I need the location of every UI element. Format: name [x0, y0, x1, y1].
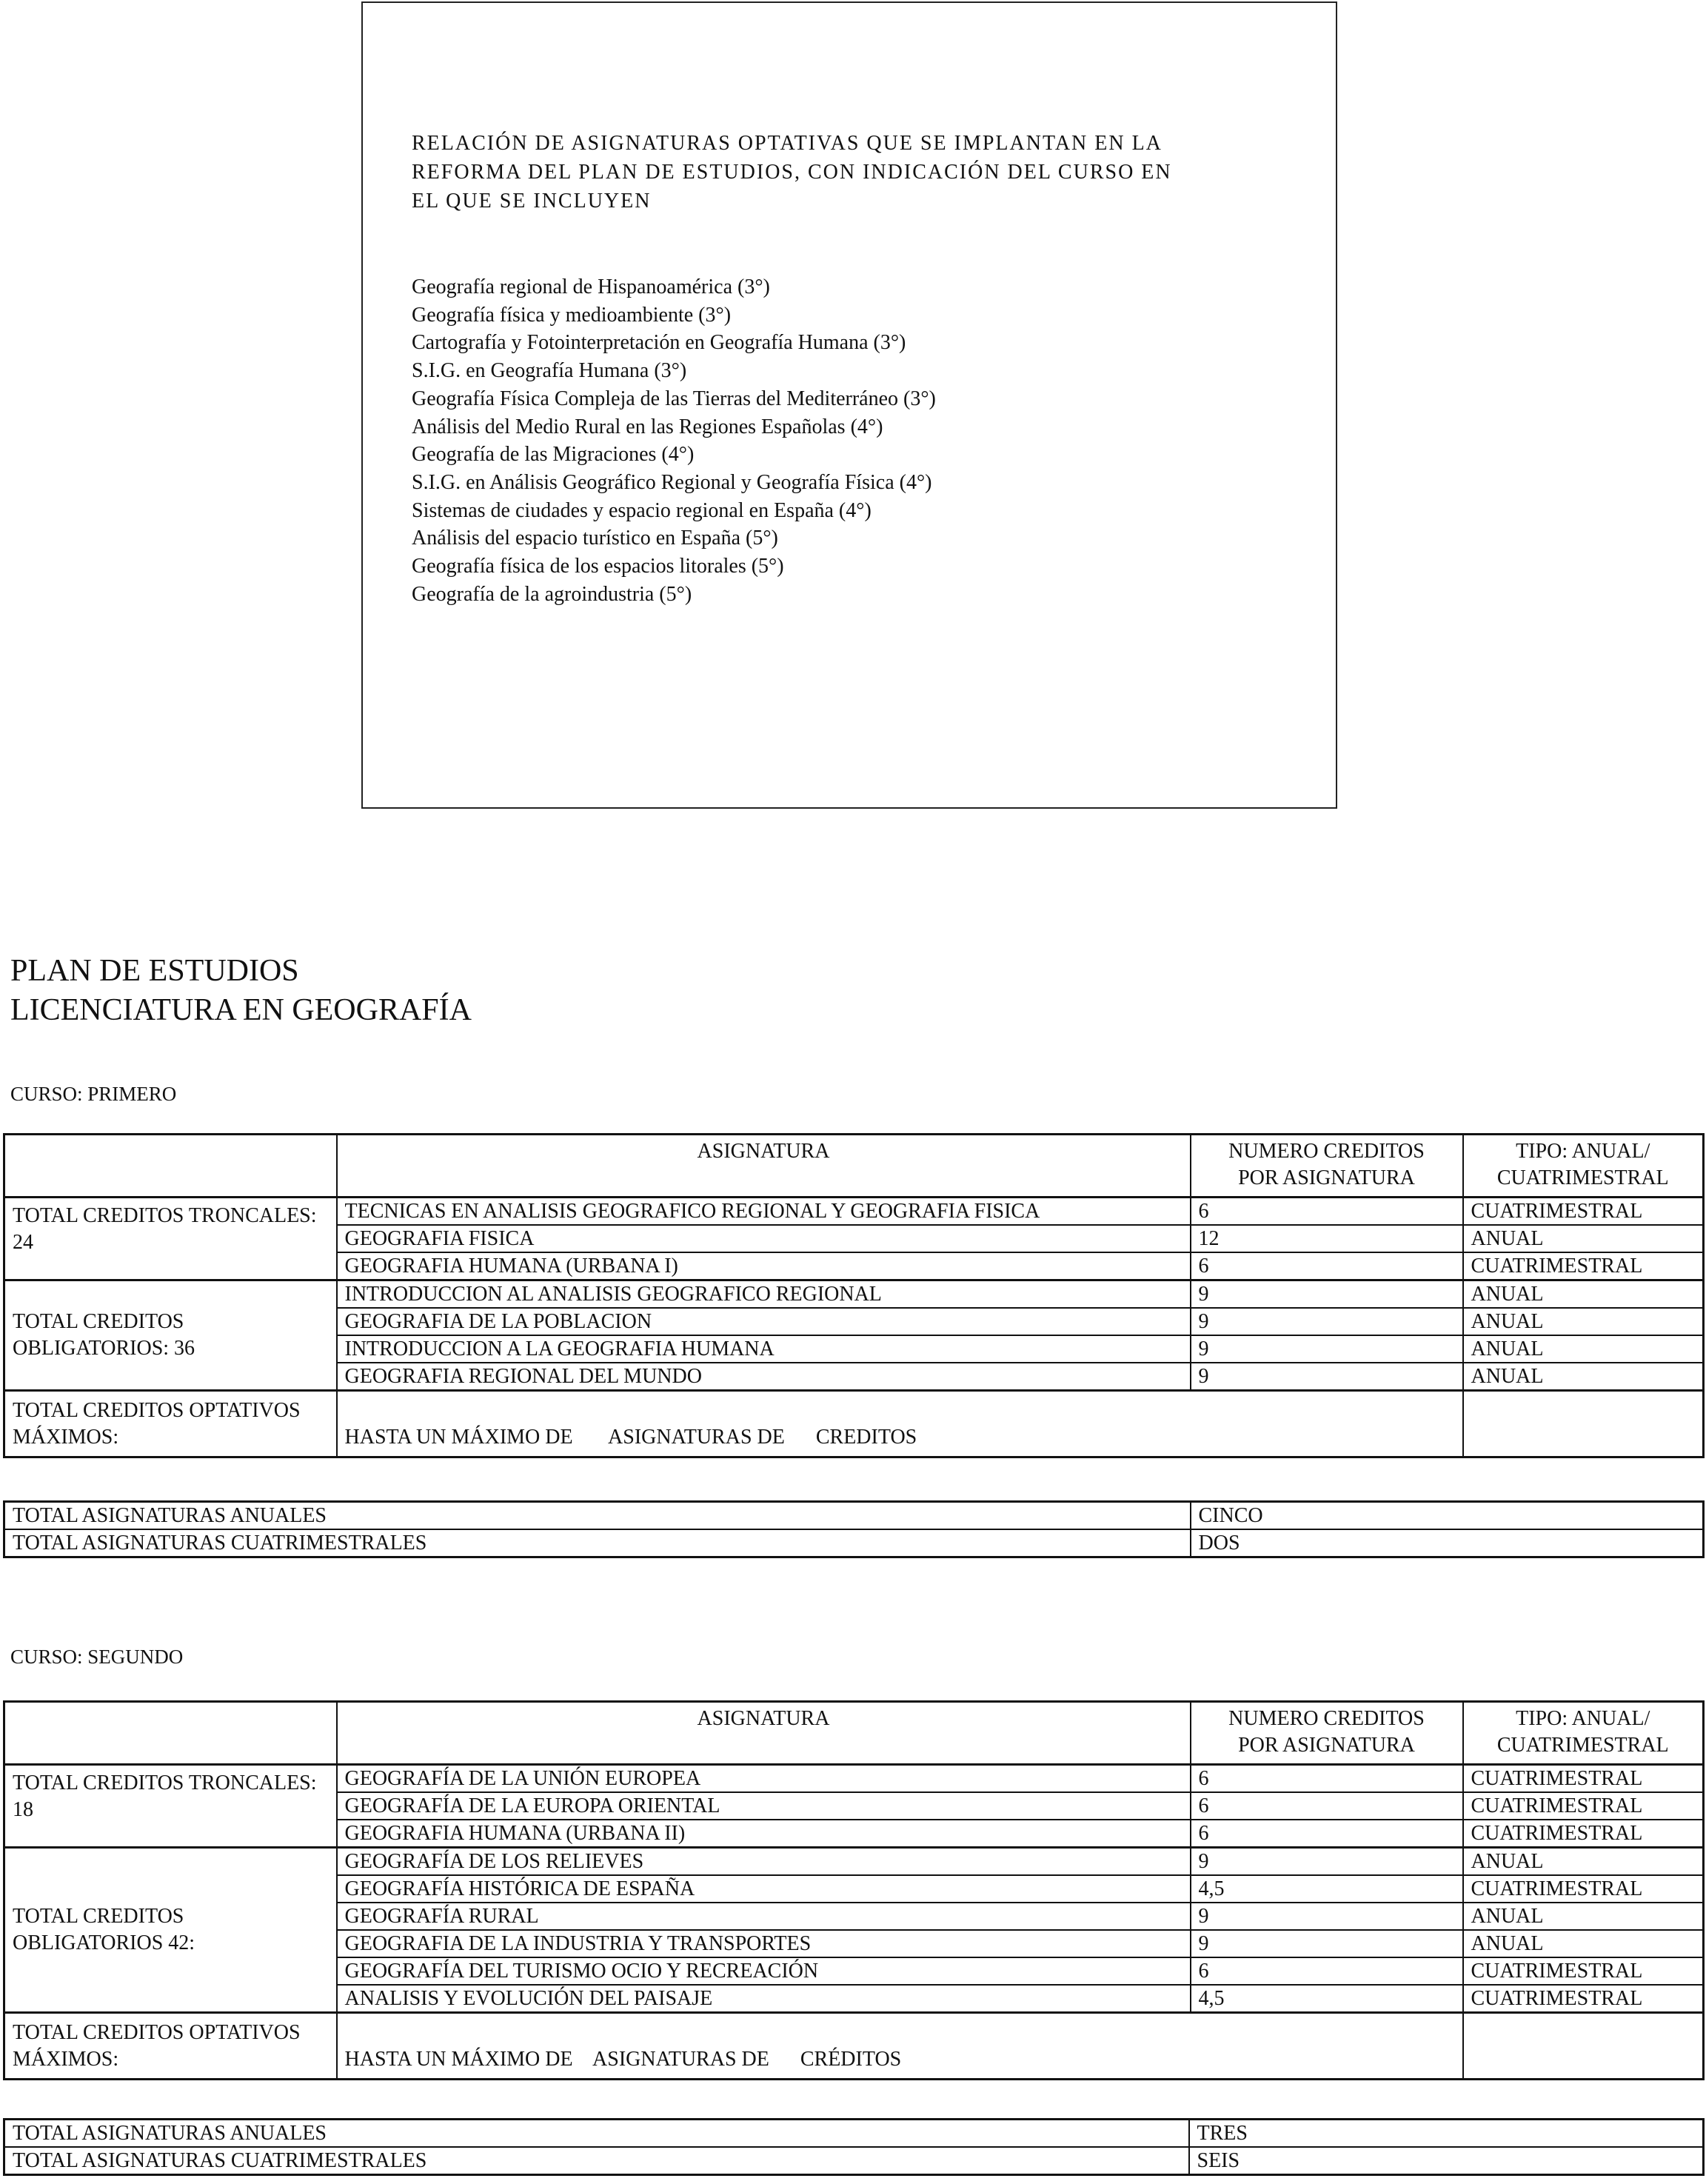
header-empty-cell [4, 1135, 337, 1198]
asignatura-cell: GEOGRAFÍA DE LOS RELIEVES [337, 1848, 1191, 1876]
list-item: Análisis del espacio turístico en España (5°) [412, 527, 778, 550]
header-creditos [1191, 1702, 1463, 1765]
optativos-text: HASTA UN MÁXIMO DE ASIGNATURAS DE CREDITOS [337, 1391, 1463, 1457]
creditos-cell: 4,5 [1191, 1985, 1463, 2013]
optativas-list [412, 273, 936, 608]
total-value: CINCO [1191, 1502, 1704, 1530]
asignatura-cell: GEOGRAFÍA HISTÓRICA DE ESPAÑA [337, 1875, 1191, 1903]
optativos-label: TOTAL CREDITOS OPTATIVOS MÁXIMOS: [4, 2013, 337, 2080]
table-row [4, 1765, 1704, 1793]
curso-segundo-label: CURSO: SEGUNDO [10, 1646, 184, 1668]
header-tipo [1463, 1135, 1704, 1198]
asignatura-cell: GEOGRAFIA HUMANA (URBANA II) [337, 1820, 1191, 1848]
table-row [4, 1280, 1704, 1309]
optativos-label: TOTAL CREDITOS OPTATIVOS MÁXIMOS: [4, 1391, 337, 1457]
optativos-tipo-empty [1463, 2013, 1704, 2080]
header-tipo-line2: CUATRIMESTRAL [1496, 1166, 1669, 1189]
list-item: Cartografía y Fotointerpretación en Geografía Humana (3°) [412, 331, 906, 355]
table-row [4, 2147, 1704, 2175]
creditos-cell: 6 [1191, 1252, 1463, 1280]
header-empty-cell [4, 1702, 337, 1765]
asignatura-cell: GEOGRAFIA DE LA INDUSTRIA Y TRANSPORTES [337, 1930, 1191, 1957]
optativas-title [412, 129, 1300, 216]
creditos-cell: 12 [1191, 1225, 1463, 1252]
total-label: TOTAL ASIGNATURAS ANUALES [4, 1502, 1191, 1530]
asignatura-cell: TECNICAS EN ANALISIS GEOGRAFICO REGIONAL Y GEOGRAFIA FISICA [337, 1198, 1191, 1226]
obligatorios-label: TOTAL CREDITOS OBLIGATORIOS 42: [4, 1848, 337, 2013]
list-item: Geografía de la agroindustria (5°) [412, 582, 692, 606]
tipo-cell: CUATRIMESTRAL [1463, 1198, 1704, 1226]
curso-primero-totales [3, 1500, 1705, 1558]
curso-primero-table [3, 1133, 1705, 1458]
table-row [4, 1502, 1704, 1530]
table-row [4, 1198, 1704, 1226]
tipo-cell: CUATRIMESTRAL [1463, 1957, 1704, 1985]
creditos-cell: 6 [1191, 1792, 1463, 1820]
optativas-title-line: RELACIÓN DE ASIGNATURAS OPTATIVAS QUE SE IMPLANTAN EN LA [412, 132, 1163, 155]
curso-segundo-table [3, 1700, 1705, 2080]
curso-primero-label: CURSO: PRIMERO [10, 1083, 177, 1105]
table-row [4, 1848, 1704, 1876]
tipo-cell: ANUAL [1463, 1280, 1704, 1309]
list-item: Geografía física y medioambiente (3°) [412, 303, 732, 327]
creditos-cell: 6 [1191, 1765, 1463, 1793]
asignatura-cell: GEOGRAFÍA DEL TURISMO OCIO Y RECREACIÓN [337, 1957, 1191, 1985]
header-creditos-line1: NUMERO CREDITOS [1228, 1140, 1425, 1163]
list-item: Geografía física de los espacios litorales (5°) [412, 555, 784, 578]
tipo-cell: ANUAL [1463, 1225, 1704, 1252]
table-header-row [4, 1135, 1704, 1198]
header-tipo-line1: TIPO: ANUAL/ [1516, 1707, 1650, 1730]
tipo-cell: ANUAL [1463, 1335, 1704, 1363]
optativas-title-line: REFORMA DEL PLAN DE ESTUDIOS, CON INDICACIÓN DEL CURSO EN [412, 161, 1172, 184]
creditos-cell: 9 [1191, 1848, 1463, 1876]
obligatorios-label: TOTAL CREDITOS OBLIGATORIOS: 36 [4, 1280, 337, 1391]
creditos-cell: 6 [1191, 1198, 1463, 1226]
list-item: Análisis del Medio Rural en las Regiones Españolas (4°) [412, 415, 883, 438]
tipo-cell: CUATRIMESTRAL [1463, 1985, 1704, 2013]
creditos-cell: 9 [1191, 1280, 1463, 1309]
plan-title-line1: PLAN DE ESTUDIOS [10, 954, 299, 988]
header-tipo-line1: TIPO: ANUAL/ [1516, 1140, 1650, 1163]
curso-segundo-totales [3, 2118, 1705, 2176]
creditos-cell: 4,5 [1191, 1875, 1463, 1903]
tipo-cell: CUATRIMESTRAL [1463, 1820, 1704, 1848]
tipo-cell: ANUAL [1463, 1308, 1704, 1335]
optativas-box [361, 1, 1337, 809]
optativas-title-line: EL QUE SE INCLUYEN [412, 190, 652, 213]
table-header-row [4, 1702, 1704, 1765]
tipo-cell: ANUAL [1463, 1848, 1704, 1876]
asignatura-cell: GEOGRAFIA DE LA POBLACION [337, 1308, 1191, 1335]
tipo-cell: ANUAL [1463, 1903, 1704, 1930]
header-tipo-line2: CUATRIMESTRAL [1496, 1734, 1669, 1757]
asignatura-cell: GEOGRAFÍA DE LA UNIÓN EUROPEA [337, 1765, 1191, 1793]
asignatura-cell: ANALISIS Y EVOLUCIÓN DEL PAISAJE [337, 1985, 1191, 2013]
list-item: S.I.G. en Geografía Humana (3°) [412, 359, 687, 383]
table-row [4, 2120, 1704, 2148]
creditos-cell: 9 [1191, 1903, 1463, 1930]
header-tipo [1463, 1702, 1704, 1765]
tipo-cell: ANUAL [1463, 1363, 1704, 1391]
creditos-cell: 9 [1191, 1930, 1463, 1957]
plan-title-line2: LICENCIATURA EN GEOGRAFÍA [10, 993, 472, 1027]
tipo-cell: CUATRIMESTRAL [1463, 1875, 1704, 1903]
optativos-text: HASTA UN MÁXIMO DE ASIGNATURAS DE CRÉDITOS [337, 2013, 1463, 2080]
total-label: TOTAL ASIGNATURAS CUATRIMESTRALES [4, 1529, 1191, 1557]
header-creditos-line1: NUMERO CREDITOS [1228, 1707, 1425, 1730]
troncales-label: TOTAL CREDITOS TRONCALES: 18 [4, 1765, 337, 1848]
total-value: SEIS [1189, 2147, 1704, 2175]
list-item: Geografía Física Compleja de las Tierras del Mediterráneo (3°) [412, 387, 936, 410]
asignatura-cell: INTRODUCCION A LA GEOGRAFIA HUMANA [337, 1335, 1191, 1363]
list-item: Geografía de las Migraciones (4°) [412, 443, 695, 467]
asignatura-cell: GEOGRAFIA HUMANA (URBANA I) [337, 1252, 1191, 1280]
header-creditos-line2: POR ASIGNATURA [1238, 1166, 1415, 1189]
asignatura-cell: GEOGRAFIA REGIONAL DEL MUNDO [337, 1363, 1191, 1391]
asignatura-cell: INTRODUCCION AL ANALISIS GEOGRAFICO REGIONAL [337, 1280, 1191, 1309]
table-row [4, 1529, 1704, 1557]
tipo-cell: CUATRIMESTRAL [1463, 1252, 1704, 1280]
header-creditos [1191, 1135, 1463, 1198]
creditos-cell: 9 [1191, 1335, 1463, 1363]
troncales-label: TOTAL CREDITOS TRONCALES: 24 [4, 1198, 337, 1280]
tipo-cell: ANUAL [1463, 1930, 1704, 1957]
total-value: TRES [1189, 2120, 1704, 2148]
table-row [4, 2013, 1704, 2080]
tipo-cell: CUATRIMESTRAL [1463, 1792, 1704, 1820]
creditos-cell: 9 [1191, 1308, 1463, 1335]
asignatura-cell: GEOGRAFIA FISICA [337, 1225, 1191, 1252]
list-item: Sistemas de ciudades y espacio regional en España (4°) [412, 498, 872, 522]
creditos-cell: 6 [1191, 1957, 1463, 1985]
total-value: DOS [1191, 1529, 1704, 1557]
optativos-tipo-empty [1463, 1391, 1704, 1457]
table-row [4, 1391, 1704, 1457]
list-item: Geografía regional de Hispanoamérica (3°) [412, 275, 770, 298]
header-asignatura: ASIGNATURA [337, 1702, 1191, 1765]
total-label: TOTAL ASIGNATURAS CUATRIMESTRALES [4, 2147, 1189, 2175]
total-label: TOTAL ASIGNATURAS ANUALES [4, 2120, 1189, 2148]
creditos-cell: 6 [1191, 1820, 1463, 1848]
header-creditos-line2: POR ASIGNATURA [1238, 1734, 1415, 1757]
list-item: S.I.G. en Análisis Geográfico Regional y Geografía Física (4°) [412, 470, 932, 494]
asignatura-cell: GEOGRAFÍA DE LA EUROPA ORIENTAL [337, 1792, 1191, 1820]
creditos-cell: 9 [1191, 1363, 1463, 1391]
asignatura-cell: GEOGRAFÍA RURAL [337, 1903, 1191, 1930]
page-title [10, 952, 472, 1030]
tipo-cell: CUATRIMESTRAL [1463, 1765, 1704, 1793]
header-asignatura: ASIGNATURA [337, 1135, 1191, 1198]
